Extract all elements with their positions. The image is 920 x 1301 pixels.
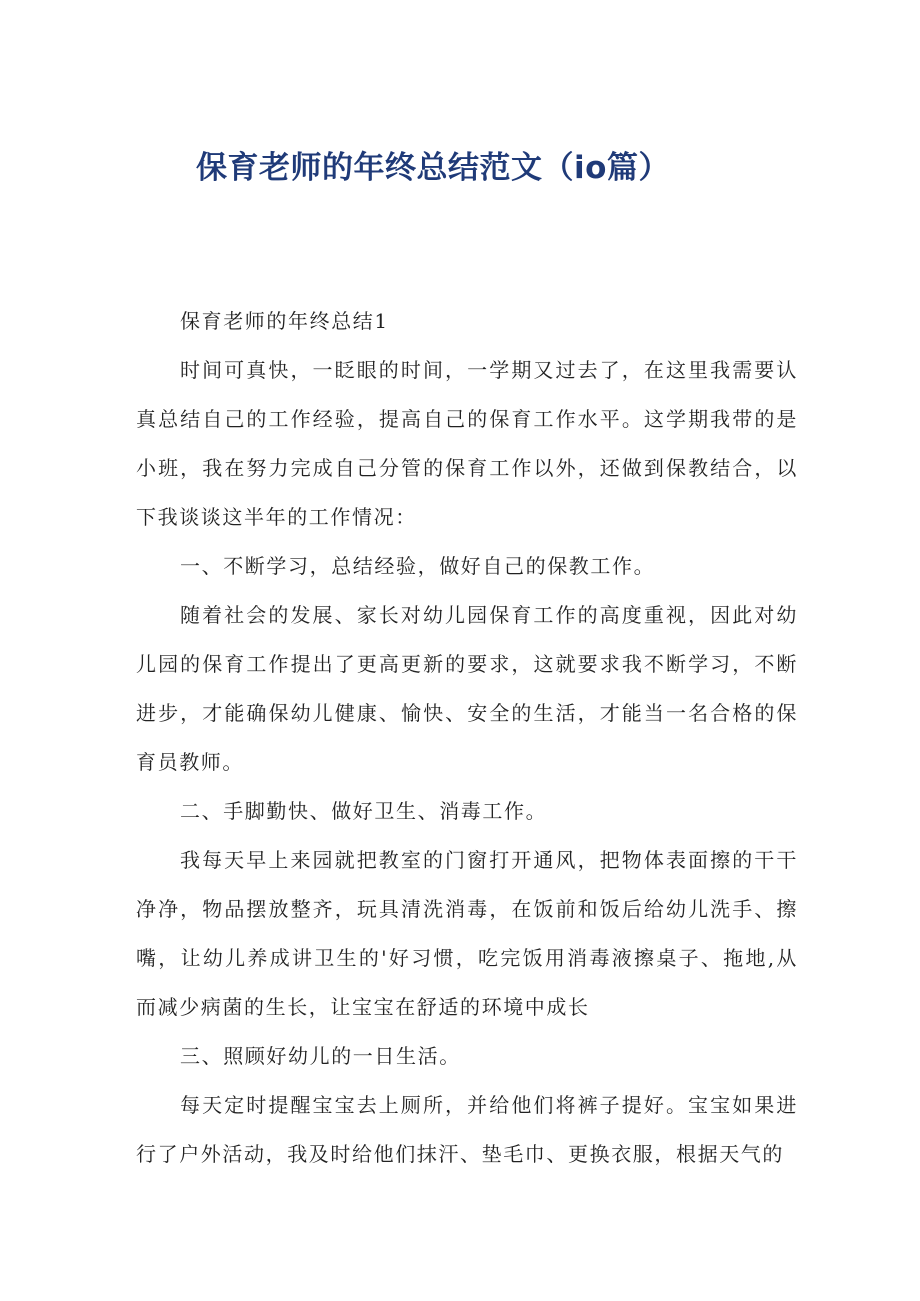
paragraph: 时间可真快，一眨眼的时间，一学期又过去了，在这里我需要认真总结自己的工作经验，提高自己的保育工作水平。这学期我带的是小班，我在努力完成自己分管的保育工作以外，还做到保教结合，以下我谈谈这半年的工作情况：	[136, 358, 798, 529]
section-heading: 保育老师的年终总结1	[180, 309, 389, 333]
paragraph: 随着社会的发展、家长对幼儿园保育工作的高度重视，因此对幼儿园的保育工作提出了更高更新的要求，这就要求我不断学习，不断进步，才能确保幼儿健康、愉快、安全的生活，才能当一名合格的保育员教师。	[136, 603, 798, 774]
paragraph: 我每天早上来园就把教室的门窗打开通风，把物体表面擦的干干净净，物品摆放整齐，玩具清洗消毒，在饭前和饭后给幼儿洗手、擦嘴，让幼儿养成讲卫生的'好习惯，吃完饭用消毒液擦桌子、拖地,从而减少病菌的生长，让宝宝在舒适的环境中成长	[136, 848, 798, 1019]
section-heading: 二、手脚勤快、做好卫生、消毒工作。	[180, 799, 548, 823]
section-heading: 一、不断学习，总结经验，做好自己的保教工作。	[180, 554, 656, 578]
document-body	[136, 297, 798, 1179]
document-title: 保育老师的年终总结范文（io篇）	[196, 150, 670, 186]
section-heading: 三、照顾好幼儿的一日生活。	[180, 1044, 461, 1068]
paragraph: 每天定时提醒宝宝去上厕所，并给他们将裤子提好。宝宝如果进行了户外活动，我及时给他们抹汗、垫毛巾、更换衣服，根据天气的	[136, 1093, 798, 1166]
